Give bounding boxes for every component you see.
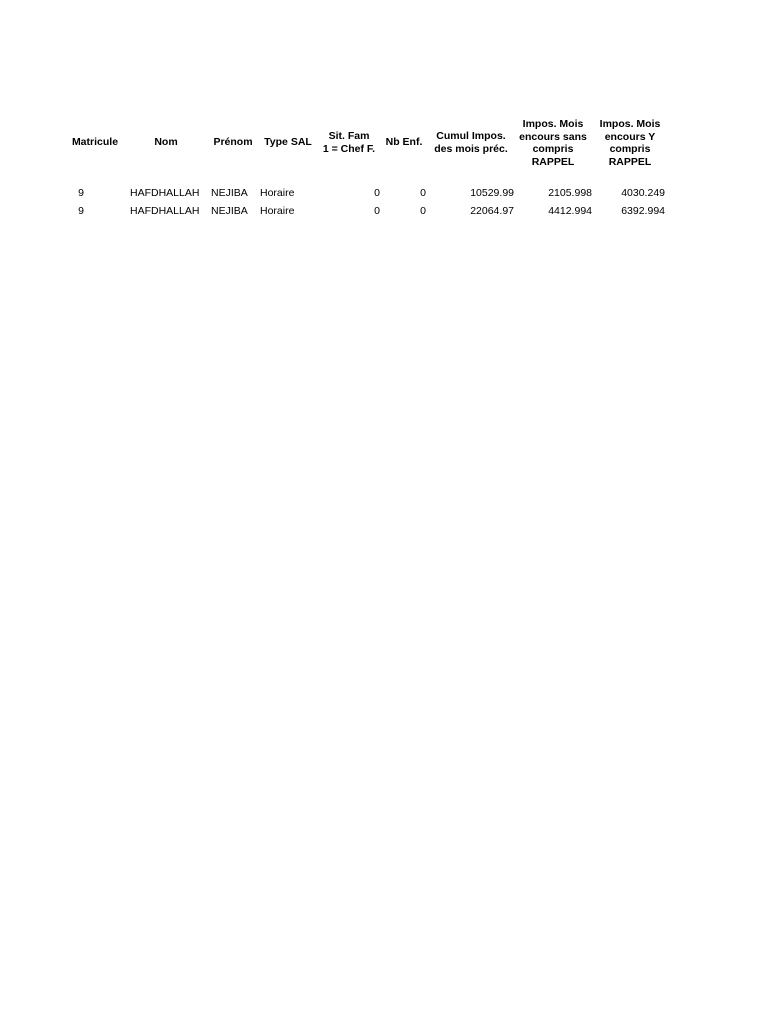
- table-cell-sit-fam: 0: [374, 205, 380, 217]
- table-cell-prenom: NEJIBA: [211, 205, 248, 217]
- header-prenom: Prénom: [213, 136, 253, 148]
- table-cell-nom: HAFDHALLAH: [130, 205, 200, 217]
- table-cell-cumul-impos: 22064.97: [470, 205, 514, 217]
- table-cell-nb-enf: 0: [420, 187, 426, 199]
- table-cell-matricule: 9: [78, 187, 84, 199]
- table-cell-type-sal: Horaire: [260, 205, 295, 217]
- header-type-sal: Type SAL: [264, 136, 312, 148]
- header-sit-fam: Sit. Fam 1 = Chef F.: [322, 130, 376, 155]
- table-cell-impos-sans-rappel: 4412.994: [548, 205, 592, 217]
- header-matricule: Matricule: [71, 136, 119, 148]
- table-cell-sit-fam: 0: [374, 187, 380, 199]
- table-cell-type-sal: Horaire: [260, 187, 295, 199]
- table-cell-impos-y-rappel: 6392.994: [621, 205, 665, 217]
- header-nom: Nom: [154, 136, 178, 148]
- table-cell-impos-y-rappel: 4030.249: [621, 187, 665, 199]
- table-cell-nb-enf: 0: [420, 205, 426, 217]
- table-cell-impos-sans-rappel: 2105.998: [548, 187, 592, 199]
- header-impos-y-rappel: Impos. Mois encours Y compris RAPPEL: [599, 118, 661, 168]
- table-cell-prenom: NEJIBA: [211, 187, 248, 199]
- header-cumul-impos: Cumul Impos. des mois préc.: [434, 130, 508, 155]
- table-cell-cumul-impos: 10529.99: [470, 187, 514, 199]
- table-cell-nom: HAFDHALLAH: [130, 187, 200, 199]
- header-nb-enf: Nb Enf.: [385, 136, 423, 148]
- header-impos-sans-rappel: Impos. Mois encours sans compris RAPPEL: [519, 118, 587, 168]
- table-cell-matricule: 9: [78, 205, 84, 217]
